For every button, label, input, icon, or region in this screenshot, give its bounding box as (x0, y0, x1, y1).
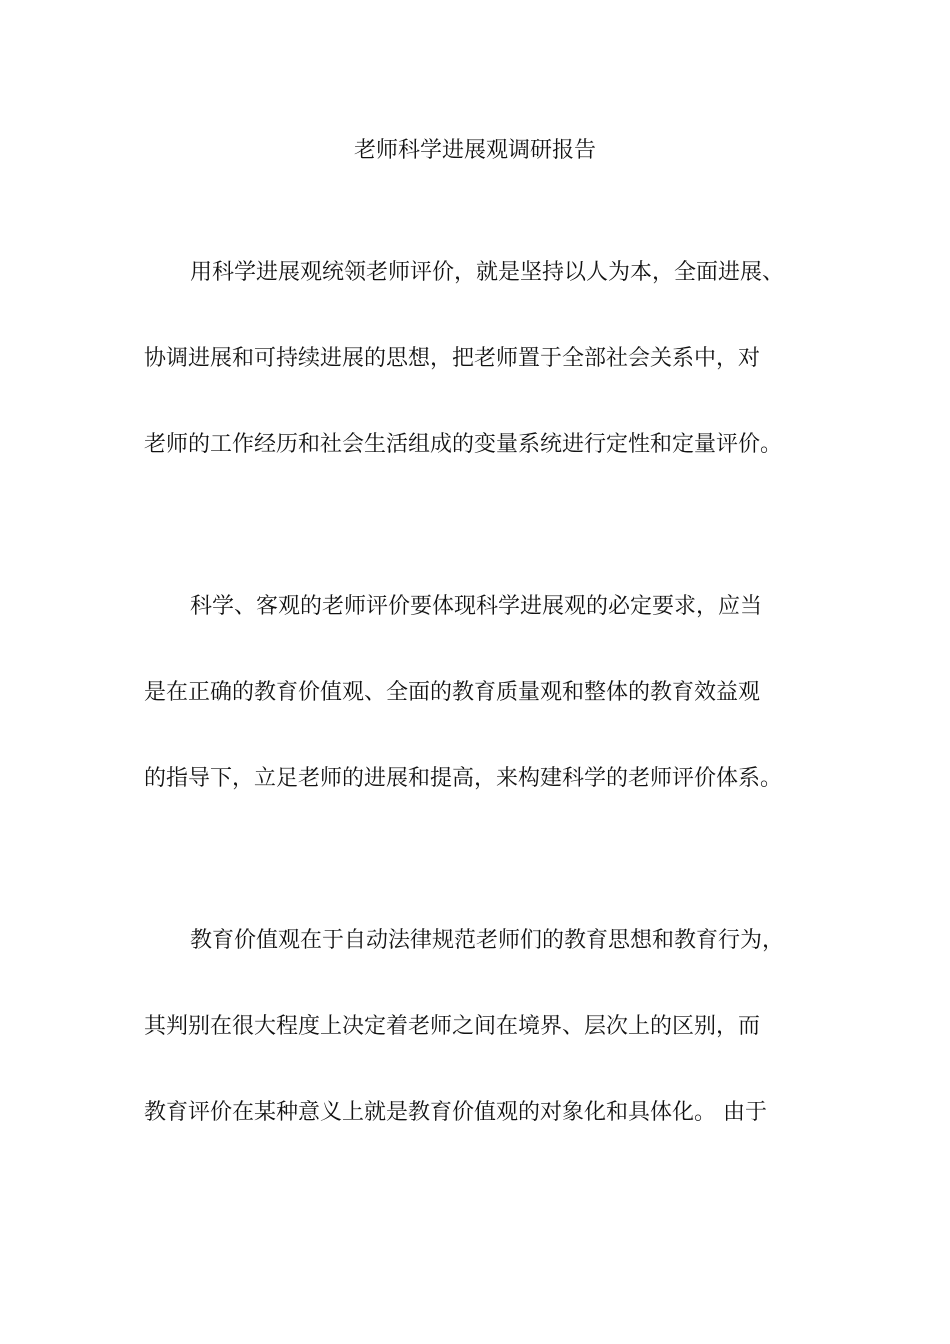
paragraph-line: 老师的工作经历和社会生活组成的变量系统进行定性和定量评价。 (144, 432, 783, 457)
paragraph-line: 协调进展和可持续进展的思想，把老师置于全部社会关系中，对 (144, 346, 761, 371)
document-title: 老师科学进展观调研报告 (353, 138, 596, 163)
paragraph-line: 是在正确的教育价值观、全面的教育质量观和整体的教育效益观 (144, 680, 761, 705)
paragraph-line: 教育评价在某种意义上就是教育价值观的对象化和具体化。 由于 (144, 1100, 767, 1125)
paragraph-line: 的指导下，立足老师的进展和提高，来构建科学的老师评价体系。 (144, 766, 783, 791)
paragraph-line: 教育价值观在于自动法律规范老师们的教育思想和教育行为， (190, 928, 785, 953)
paragraph-line: 其判别在很大程度上决定着老师之间在境界、层次上的区别，而 (144, 1014, 761, 1039)
paragraph-line: 科学、客观的老师评价要体现科学进展观的必定要求，应当 (190, 594, 763, 619)
paragraph-line: 用科学进展观统领老师评价，就是坚持以人为本，全面进展、 (190, 260, 785, 285)
